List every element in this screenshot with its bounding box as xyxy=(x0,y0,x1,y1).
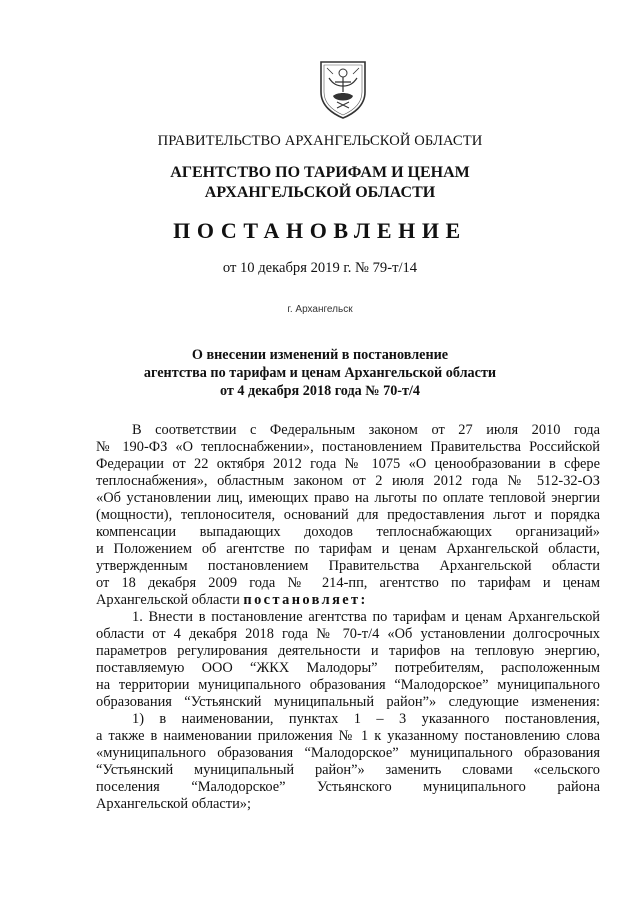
document-city: г. Архангельск xyxy=(287,304,353,315)
document-title-line2: агентства по тарифам и ценам Архангельской области xyxy=(143,365,497,381)
government-name: ПРАВИТЕЛЬСТВО АРХАНГЕЛЬСКОЙ ОБЛАСТИ xyxy=(157,133,483,149)
agency-name-line2: АРХАНГЕЛЬСКОЙ ОБЛАСТИ xyxy=(204,184,436,201)
body-line: (мощности), теплоносителя, оснований для предоставления льгот и порядка xyxy=(96,507,600,523)
body-line: области от 4 декабря 2018 года № 70-т/4 «Об установлении долгосрочных xyxy=(96,626,600,642)
body-line-text: Архангельской области xyxy=(96,592,244,608)
document-title-line3: от 4 декабря 2018 года № 70-т/4 xyxy=(219,383,421,399)
coat-of-arms-icon xyxy=(315,58,371,120)
body-line: № 190-ФЗ «О теплоснабжении», постановлением Правительства Российской xyxy=(96,439,600,455)
body-line: «Об установлении лиц, имеющих право на льготы по оплате тепловой энергии xyxy=(96,490,600,506)
document-title-line1: О внесении изменений в постановление xyxy=(191,347,449,363)
body-line: поставляемую ООО “ЖКХ Малодоры” потребителям, расположенным xyxy=(96,660,600,676)
body-line: “Устьянский муниципальный район”» заменить словами «сельского xyxy=(96,762,600,778)
body-line: образования “Устьянский муниципальный район”» следующие изменения: xyxy=(96,694,600,710)
body-line: поселения “Малодорское” Устьянского муниципального района xyxy=(96,779,600,795)
body-line: 1) в наименовании, пунктах 1 – 3 указанного постановления, xyxy=(132,711,600,727)
body-line: компенсации выпадающих доходов теплоснабжающих организаций» xyxy=(96,524,600,540)
body-line: Федерации от 22 октября 2012 года № 1075 «О ценообразовании в сфере xyxy=(96,456,600,472)
body-line: В соответствии с Федеральным законом от 27 июля 2010 года xyxy=(132,422,600,438)
resolves-word: постановляет: xyxy=(243,592,368,608)
document-date-number: от 10 декабря 2019 г. № 79-т/14 xyxy=(222,260,418,276)
body-line: Архангельской области»; xyxy=(96,796,251,812)
body-line: на территории муниципального образования “Малодорское” муниципального xyxy=(96,677,600,693)
body-line: 1. Внести в постановление агентства по тарифам и ценам Архангельской xyxy=(132,609,600,625)
body-line: от 18 декабря 2009 года № 214-пп, агентство по тарифам и ценам xyxy=(96,575,600,591)
body-line: «муниципального образования “Малодорское” муниципального образования xyxy=(96,745,600,761)
body-line: теплоснабжения», областным законом от 2 июля 2012 года № 512-32-ОЗ xyxy=(96,473,600,489)
body-line: а также в наименовании приложения № 1 к указанному постановлению слова xyxy=(96,728,600,744)
agency-name-line1: АГЕНТСТВО ПО ТАРИФАМ И ЦЕНАМ xyxy=(170,164,470,181)
body-line: утвержденным постановлением Правительства Архангельской области xyxy=(96,558,600,574)
body-line: параметров регулирования деятельности и тарифов на тепловую энергию, xyxy=(96,643,600,659)
body-line xyxy=(96,592,600,609)
document-type: ПОСТАНОВЛЕНИЕ xyxy=(173,218,467,243)
body-line: и Положением об агентстве по тарифам и ценам Архангельской области, xyxy=(96,541,600,557)
